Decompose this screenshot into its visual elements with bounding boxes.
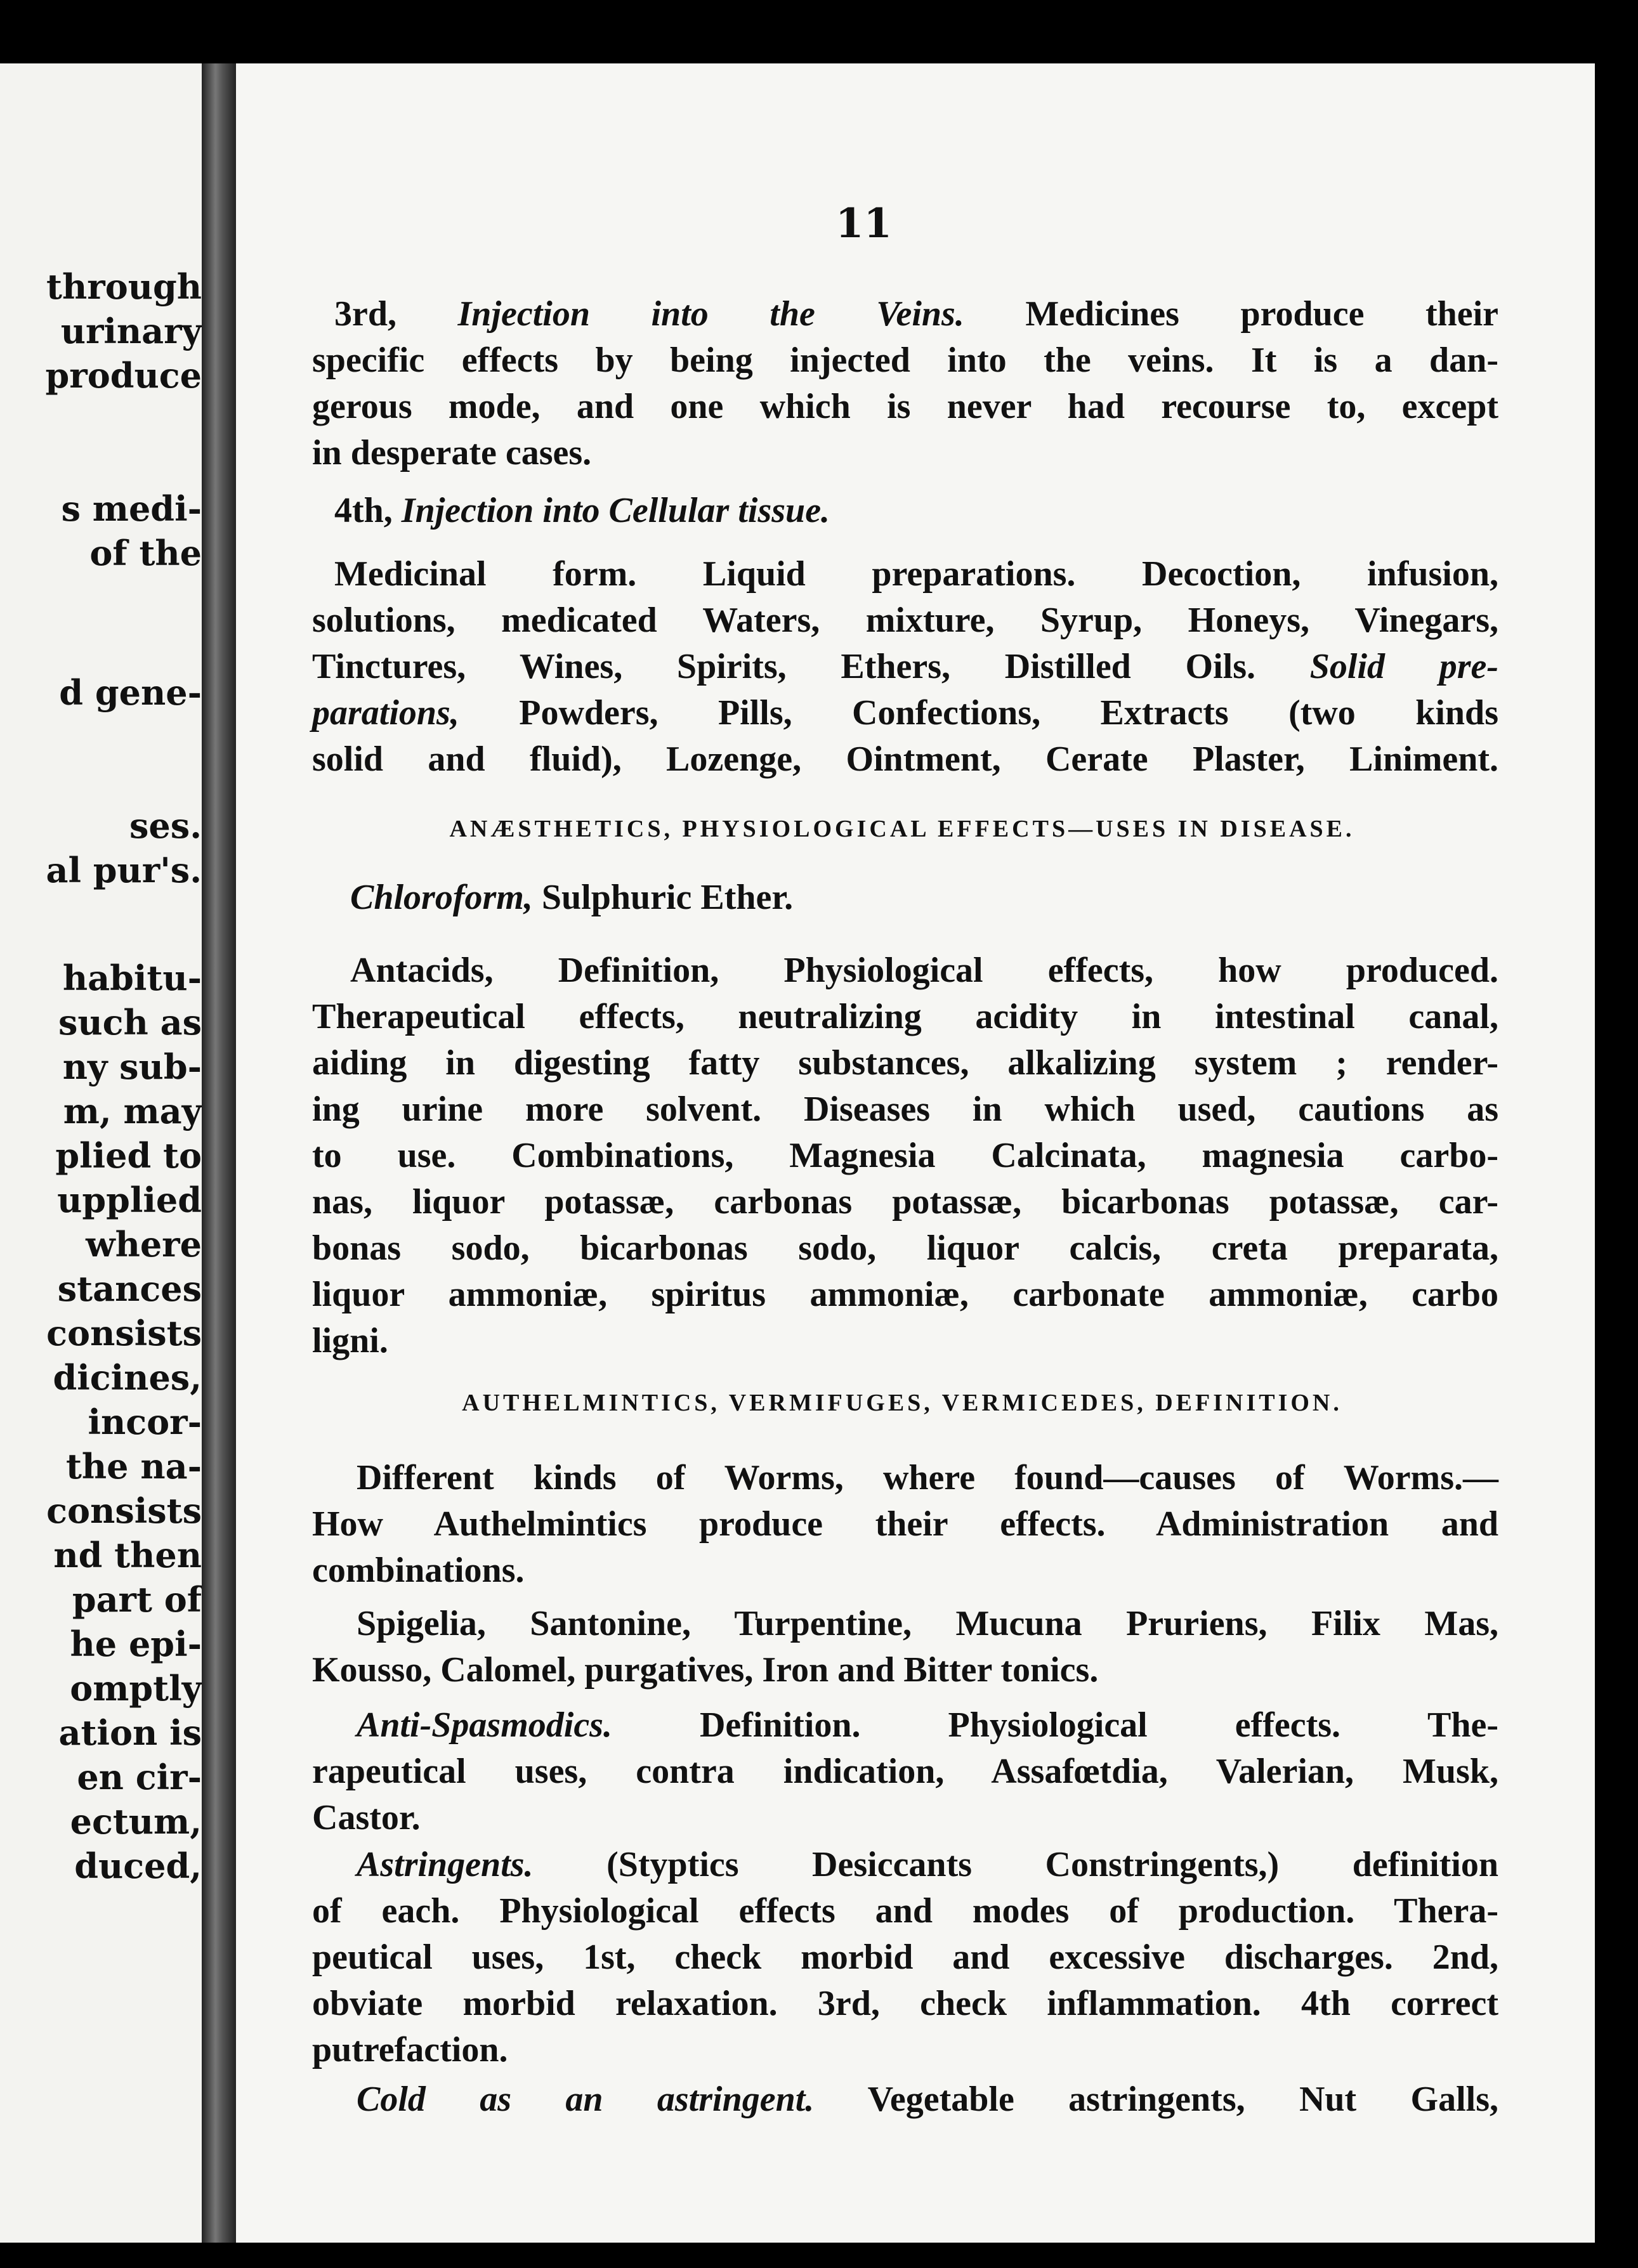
text-line: 3rd, Injection into the Veins. Medicines produce their [334, 294, 1499, 334]
left-line: dicines, [53, 1357, 202, 1398]
text-line: Antacids, Definition, Physiological effects, how produced. [350, 951, 1498, 990]
text-line: Castor. [312, 1798, 421, 1837]
left-line: m, may [63, 1091, 202, 1131]
left-line: duced, [74, 1846, 202, 1886]
text-line: Cold as an astringent. Vegetable astringents, Nut Galls, [357, 2080, 1498, 2119]
left-line: part of [72, 1579, 202, 1620]
page-number: 11 [835, 200, 893, 247]
left-line: urinary [60, 311, 202, 351]
left-line: stances [57, 1268, 202, 1309]
left-line: plied to [55, 1135, 202, 1176]
text-line: parations, Powders, Pills, Confections, Extracts (two kinds [312, 693, 1498, 733]
left-line: where [86, 1224, 202, 1265]
text-line: solutions, medicated Waters, mixture, Syrup, Honeys, Vinegars, [312, 601, 1498, 640]
left-page-fragment [0, 63, 202, 2243]
left-line: such as [58, 1002, 202, 1043]
left-line: d gene- [59, 672, 202, 713]
text-line: Tinctures, Wines, Spirits, Ethers, Distilled Oils. Solid pre- [312, 647, 1499, 686]
text-line: nas, liquor potassæ, carbonas potassæ, bicarbonas potassæ, car- [312, 1182, 1498, 1222]
left-line: omptly [70, 1668, 202, 1709]
text-line: liquor ammoniæ, spiritus ammoniæ, carbonate ammoniæ, carbo [312, 1275, 1498, 1314]
left-line: of the [89, 533, 202, 573]
right-page [236, 63, 1595, 2243]
text-line: Chloroform, Sulphuric Ether. [350, 878, 794, 917]
left-line: he epi- [70, 1624, 202, 1664]
left-line: ses. [129, 805, 202, 846]
section-heading: AUTHELMINTICS, VERMIFUGES, VERMICEDES, DEFINITION. [462, 1390, 1342, 1416]
left-line: ny sub- [62, 1046, 202, 1087]
text-line: Medicinal form. Liquid preparations. Decoction, infusion, [334, 554, 1498, 594]
book-gutter [202, 63, 236, 2243]
text-line: gerous mode, and one which is never had recourse to, except [312, 387, 1498, 426]
text-line: Spigelia, Santonine, Turpentine, Mucuna Pruriens, Filix Mas, [357, 1604, 1498, 1643]
text-line: aiding in digesting fatty substances, alkalizing system ; render- [312, 1043, 1498, 1083]
text-line: specific effects by being injected into the veins. It is a dan- [312, 341, 1498, 380]
text-line: Astringents. (Styptics Desiccants Constringents,) definition [357, 1845, 1498, 1884]
text-line: Therapeutical effects, neutralizing acidity in intestinal canal, [312, 997, 1498, 1036]
left-line: the na- [65, 1446, 202, 1487]
text-line: 4th, Injection into Cellular tissue. [334, 491, 830, 530]
left-line: consists [46, 1490, 202, 1531]
text-line: bonas sodo, bicarbonas sodo, liquor calcis, creta preparata, [312, 1228, 1498, 1268]
text-line: in desperate cases. [312, 433, 592, 472]
left-line: al pur's. [46, 850, 202, 890]
text-line: peutical uses, 1st, check morbid and excessive discharges. 2nd, [312, 1938, 1498, 1977]
text-line: solid and fluid), Lozenge, Ointment, Cerate Plaster, Liniment. [312, 740, 1498, 779]
left-line: s medi- [61, 488, 202, 529]
text-line: rapeutical uses, contra indication, Assafœtdia, Valerian, Musk, [312, 1752, 1498, 1791]
text-line: of each. Physiological effects and modes of production. Thera- [312, 1891, 1498, 1931]
left-line: produce [45, 355, 202, 396]
text-line: combinations. [312, 1551, 525, 1590]
left-line: incor- [88, 1402, 202, 1442]
left-line: ation is [58, 1712, 202, 1753]
left-line: habitu- [62, 958, 202, 998]
left-line: en cir- [77, 1757, 202, 1797]
text-line: Different kinds of Worms, where found—causes of Worms.— [357, 1458, 1498, 1497]
text-line: ligni. [312, 1321, 388, 1360]
text-line: to use. Combinations, Magnesia Calcinata, magnesia carbo- [312, 1136, 1498, 1175]
left-line: ectum, [70, 1801, 202, 1842]
text-line: Kousso, Calomel, purgatives, Iron and Bitter tonics. [312, 1650, 1099, 1690]
left-line: nd then [53, 1535, 202, 1575]
section-heading: ANÆSTHETICS, PHYSIOLOGICAL EFFECTS—USES IN DISEASE. [449, 816, 1355, 842]
left-line: through [46, 266, 202, 307]
text-line: ing urine more solvent. Diseases in which used, cautions as [312, 1090, 1498, 1129]
text-line: obviate morbid relaxation. 3rd, check inflammation. 4th correct [312, 1984, 1498, 2023]
text-line: Anti-Spasmodics. Definition. Physiological effects. The- [357, 1705, 1498, 1745]
left-line: upplied [57, 1180, 202, 1220]
left-line: consists [46, 1313, 202, 1353]
text-line: putrefaction. [312, 2030, 508, 2069]
text-line: How Authelmintics produce their effects. Administration and [312, 1504, 1498, 1544]
